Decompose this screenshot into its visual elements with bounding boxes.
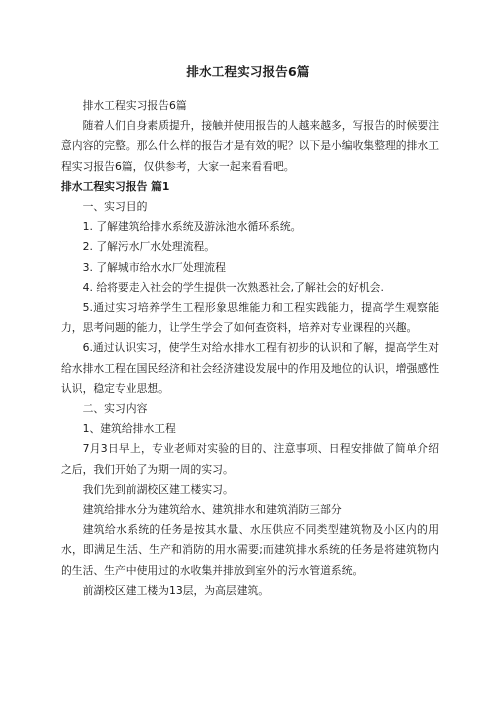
paragraph: 二、实习内容 (82, 402, 148, 416)
document-title: 排水工程实习报告6篇 (186, 64, 310, 79)
paragraph: 排水工程实习报告6篇 (82, 99, 187, 112)
paragraph: 3. 了解城市给水水厂处理流程 (82, 260, 226, 274)
paragraph: 1. 了解建筑给排水系统及游泳池水循环系统。 (82, 220, 302, 234)
paragraph: 随着人们自身素质提升，接触并使用报告的人越来越多，写报告的时候要注意内容的完整。那么什么样的报告才是有效的呢？以下是小编收集整理的排水工程实习报告6篇，仅供参考，大家一起来看看吧。 (61, 119, 439, 173)
paragraph: 7月3日早上，专业老师对实验的目的、注意事项、日程安排做了简单介绍之后，我们开始了为期一周的实习。 (61, 442, 439, 476)
paragraph: 一、实习目的 (82, 200, 148, 214)
paragraph: 1、建筑给排水工程 (82, 422, 176, 436)
paragraph: 4. 给将要走入社会的学生提供一次熟悉社会,了解社会的好机会. (82, 280, 384, 294)
document-body (61, 96, 439, 601)
paragraph: 5.通过实习培养学生工程形象思维能力和工程实践能力，提高学生观察能力，思考问题的能力，让学生学会了如何查资料，培养对专业课程的兴趣。 (61, 301, 439, 335)
paragraph: 6.通过认识实习，使学生对给水排水工程有初步的认识和了解，提高学生对给水排水工程在国民经济和社会经济建设发展中的作用及地位的认识，增强感性认识，稳定专业思想。 (61, 341, 439, 395)
paragraph: 2. 了解污水厂水处理流程。 (82, 240, 216, 254)
paragraph: 前湖校区建工楼为13层，为高层建筑。 (82, 583, 270, 597)
paragraph: 我们先到前湖校区建工楼实习。 (82, 482, 234, 496)
paragraph: 建筑给排水分为建筑给水、建筑排水和建筑消防三部分 (82, 503, 342, 517)
section-heading: 排水工程实习报告 篇1 (61, 179, 170, 193)
paragraph: 建筑给水系统的任务是按其水量、水压供应不同类型建筑物及小区内的用水，即满足生活、生产和消防的用水需要;而建筑排水系统的任务是将建筑物内的生活、生产中使用过的水收集并排放到室外的污水管道系统。 (61, 523, 439, 577)
